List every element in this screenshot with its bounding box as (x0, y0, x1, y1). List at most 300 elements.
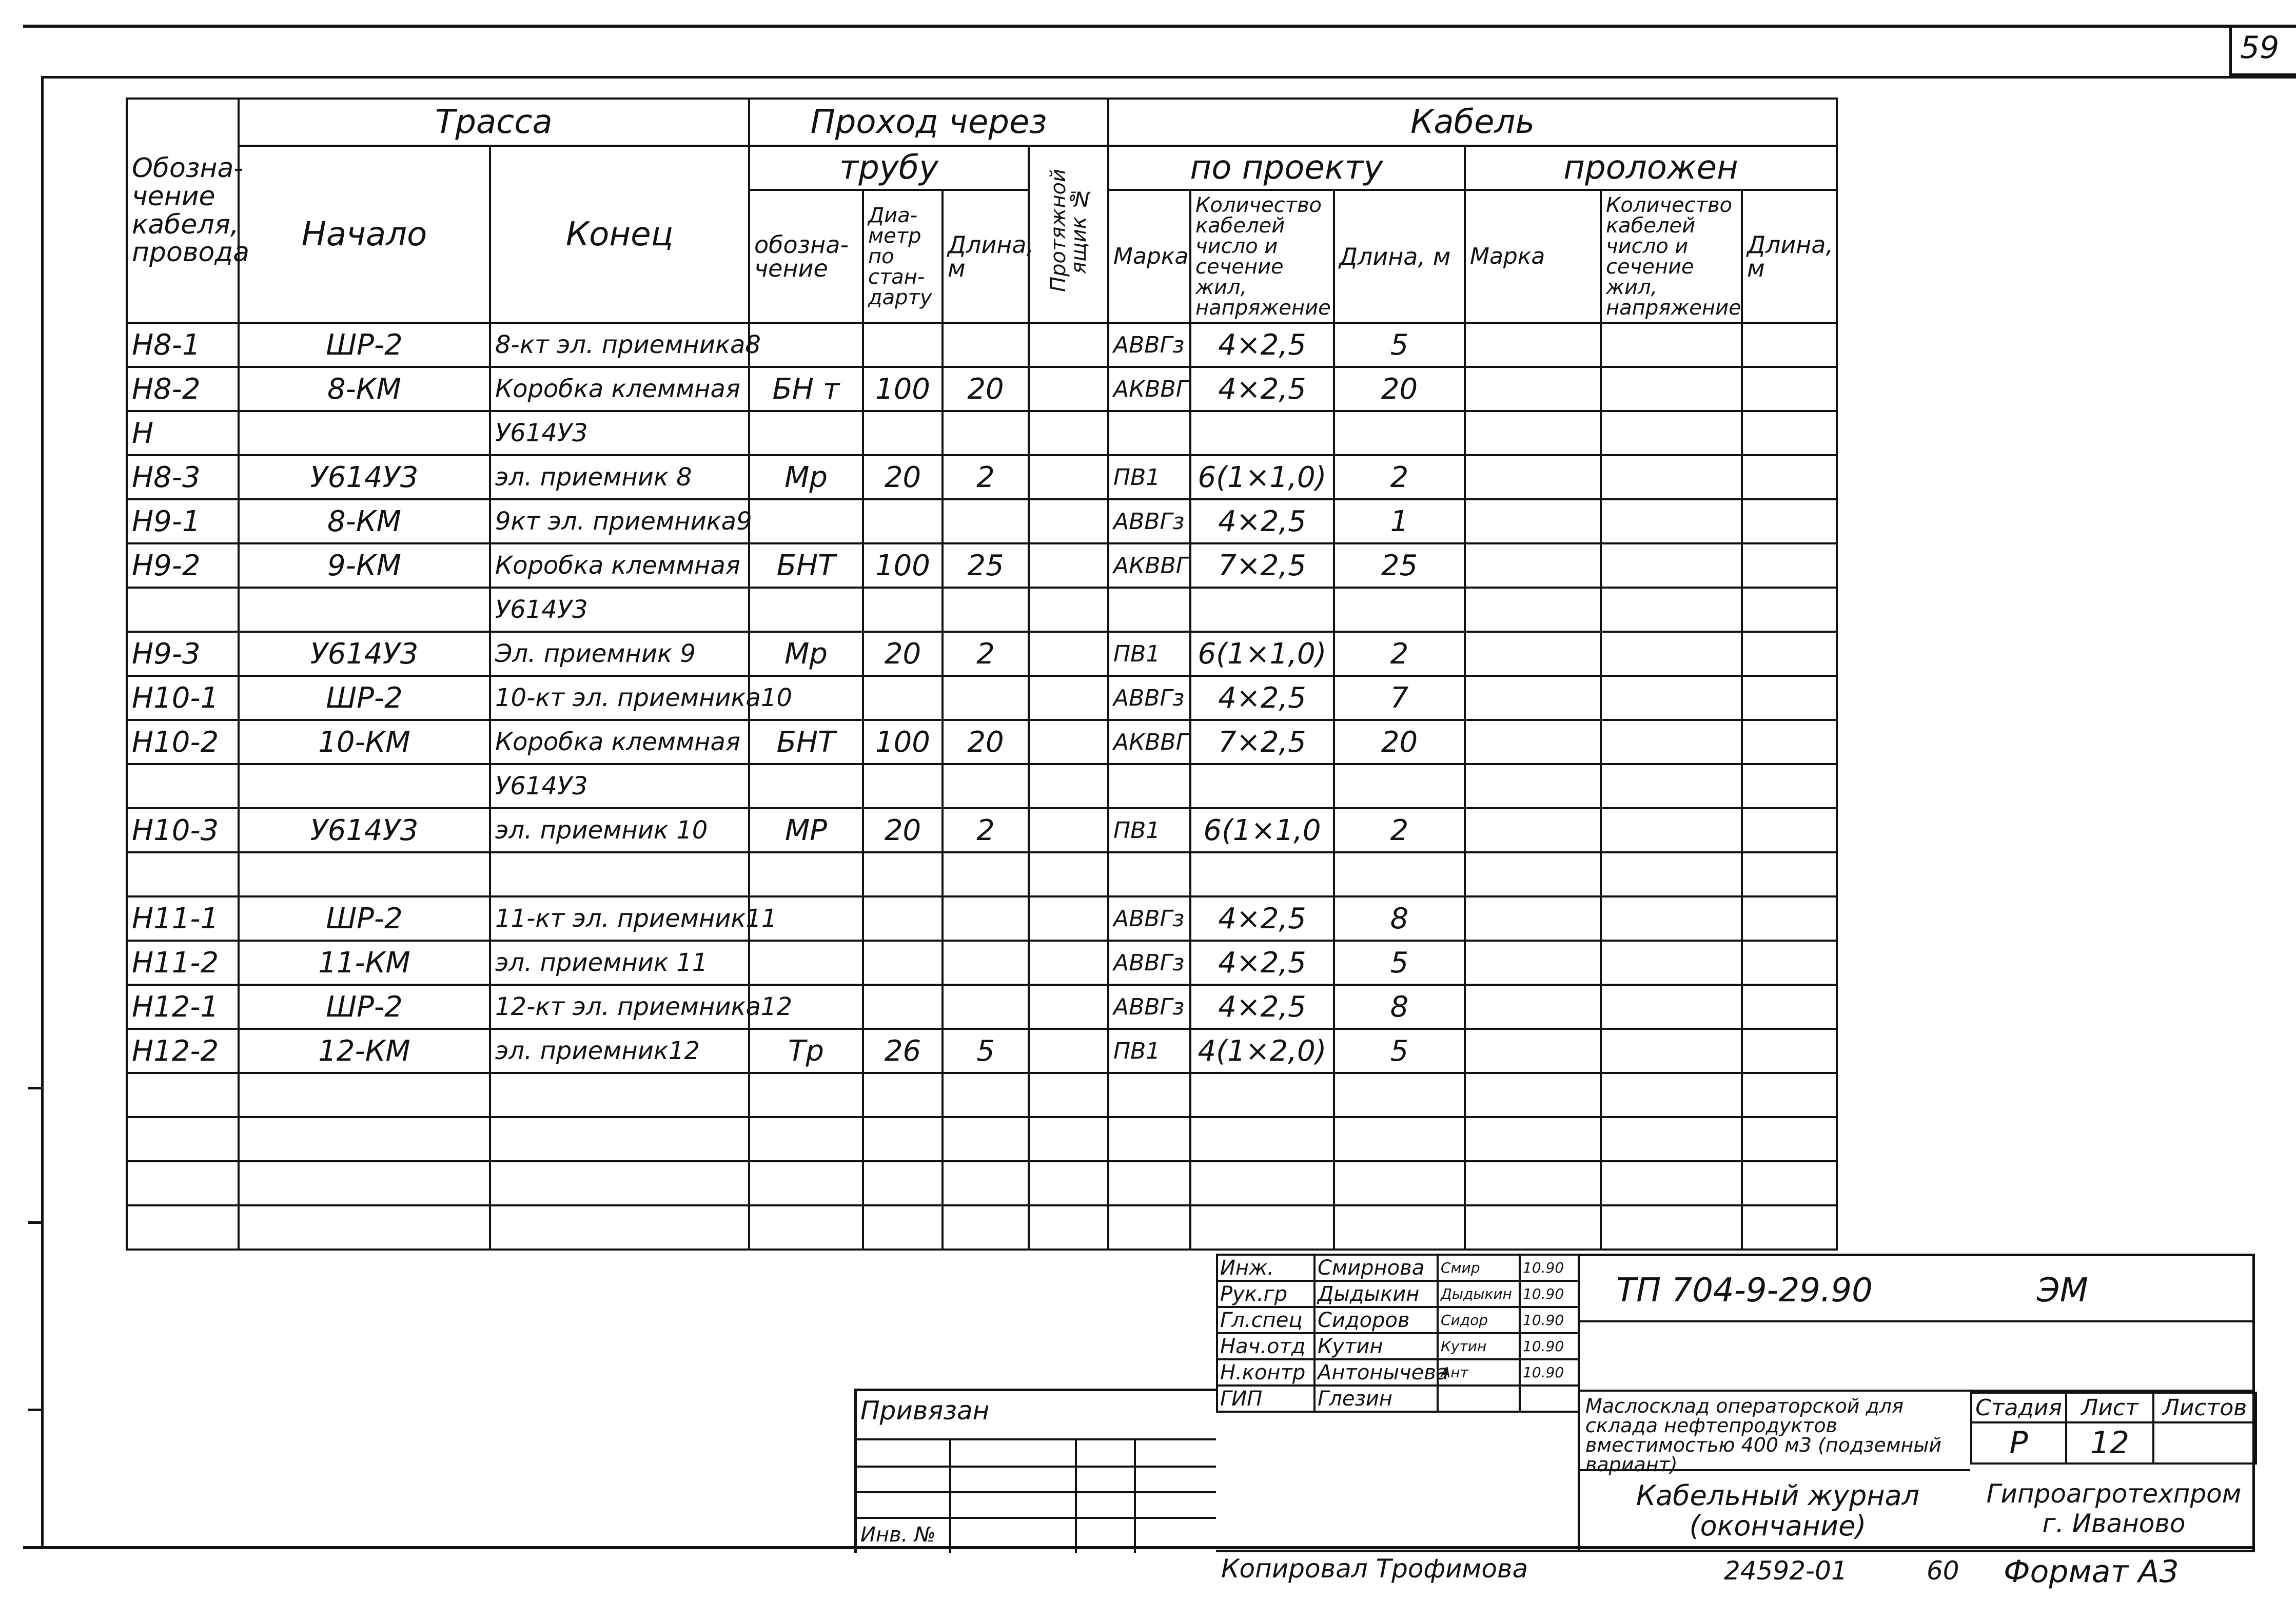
cell-laid-count (1601, 764, 1742, 808)
cell-designation (127, 764, 239, 808)
tb-line (1578, 1320, 2255, 1322)
cell-length (1334, 411, 1465, 455)
cell-laid-count (1601, 1205, 1742, 1250)
cell-count (1190, 1073, 1334, 1117)
cell-pull-box (1029, 632, 1108, 676)
signature-date: 10.90 (1520, 1255, 1579, 1281)
cell-pipe: Тр (749, 1029, 863, 1073)
signature-date: 10.90 (1520, 1359, 1579, 1386)
top-border-line (23, 25, 2296, 28)
cell-start: У614У3 (239, 808, 490, 852)
cell-brand (1108, 1161, 1190, 1205)
cell-end: 8-кт эл. приемника8 (490, 323, 749, 367)
signature-role: Нач.отд (1217, 1333, 1314, 1359)
cell-length: 2 (1334, 632, 1465, 676)
cell-end: Коробка клеммная (490, 367, 749, 411)
cell-laid-count (1601, 720, 1742, 764)
cell-pipe-length: 5 (943, 1029, 1029, 1073)
table-row (127, 323, 1837, 367)
header-cable: Кабель (1108, 99, 1837, 146)
header-designation: Обозна-чение кабеля, провода (127, 99, 239, 323)
cell-length (1334, 1205, 1465, 1250)
cell-end: 9кт эл. приемника9 (490, 499, 749, 543)
cell-pipe: Мр (749, 455, 863, 499)
signature-row (1217, 1359, 1579, 1386)
sheet-number: 59 (2229, 25, 2296, 76)
cell-start: У614У3 (239, 455, 490, 499)
cell-laid-count (1601, 1073, 1742, 1117)
cell-pipe-length: 25 (943, 543, 1029, 588)
cell-laid-count (1601, 1029, 1742, 1073)
cell-end: Эл. приемник 9 (490, 632, 749, 676)
cell-count: 4(1×2,0) (1190, 1029, 1334, 1073)
stamp-line (854, 1491, 1216, 1493)
cell-designation: Н12-2 (127, 1029, 239, 1073)
cell-start: 9-КМ (239, 543, 490, 588)
cell-diameter (863, 764, 943, 808)
cell-count: 7×2,5 (1190, 543, 1334, 588)
cell-length: 5 (1334, 941, 1465, 985)
cell-end: У614У3 (490, 588, 749, 632)
cell-length: 2 (1334, 455, 1465, 499)
cell-laid-length (1742, 632, 1837, 676)
cell-laid-length (1742, 1029, 1837, 1073)
cell-count: 6(1×1,0 (1190, 808, 1334, 852)
cell-laid-brand (1465, 1073, 1601, 1117)
cell-end (490, 852, 749, 896)
cell-pipe (749, 1161, 863, 1205)
cell-length: 20 (1334, 720, 1465, 764)
cell-laid-brand (1465, 852, 1601, 896)
signature-role: Инж. (1217, 1255, 1314, 1281)
cell-laid-count (1601, 499, 1742, 543)
table-row (127, 764, 1837, 808)
table-row (127, 1205, 1837, 1250)
cell-laid-count (1601, 367, 1742, 411)
cell-laid-length (1742, 588, 1837, 632)
signature-row (1217, 1255, 1579, 1281)
cell-laid-brand (1465, 455, 1601, 499)
doc-type: ЭМ (2037, 1272, 2088, 1310)
cell-brand: АВВГз (1108, 941, 1190, 985)
cell-laid-brand (1465, 588, 1601, 632)
cell-laid-length (1742, 676, 1837, 720)
cell-length (1334, 588, 1465, 632)
cell-brand: АВВГз (1108, 499, 1190, 543)
cell-count: 7×2,5 (1190, 720, 1334, 764)
table-row (127, 676, 1837, 720)
cell-length: 8 (1334, 985, 1465, 1029)
cell-designation: Н11-1 (127, 896, 239, 941)
cell-designation: Н10-1 (127, 676, 239, 720)
cell-laid-length (1742, 985, 1837, 1029)
cell-end: 12-кт эл. приемника12 (490, 985, 749, 1029)
frame-top-line (41, 76, 2296, 79)
table-row (127, 985, 1837, 1029)
cell-length: 7 (1334, 676, 1465, 720)
cell-end (490, 1073, 749, 1117)
cell-count (1190, 764, 1334, 808)
cell-laid-brand (1465, 411, 1601, 455)
stage-label: Стадия (1971, 1393, 2066, 1422)
cell-pipe (749, 1117, 863, 1161)
cell-designation: Н9-3 (127, 632, 239, 676)
cell-pipe-length (943, 985, 1029, 1029)
cell-diameter (863, 1073, 943, 1117)
header-pull-box-label: Протяжной ящик № (1046, 168, 1091, 292)
cell-length (1334, 1161, 1465, 1205)
cell-laid-brand (1465, 764, 1601, 808)
cell-pipe: Мр (749, 632, 863, 676)
cell-start: 10-КМ (239, 720, 490, 764)
binding-stamp (854, 1389, 1578, 1553)
cell-designation: Н9-1 (127, 499, 239, 543)
cell-brand: АКВВГ (1108, 543, 1190, 588)
cell-diameter (863, 323, 943, 367)
cell-diameter: 100 (863, 543, 943, 588)
cell-pipe (749, 588, 863, 632)
cell-diameter: 20 (863, 808, 943, 852)
signature-date: 10.90 (1520, 1307, 1579, 1333)
cell-length (1334, 1073, 1465, 1117)
cell-pipe: МР (749, 808, 863, 852)
cell-end: Коробка клеммная (490, 543, 749, 588)
cell-start (239, 1161, 490, 1205)
cell-start (239, 1205, 490, 1250)
stamp-line (1075, 1438, 1077, 1553)
cell-diameter (863, 1117, 943, 1161)
cell-pipe-length (943, 588, 1029, 632)
cell-brand: ПВ1 (1108, 808, 1190, 852)
cell-pipe (749, 411, 863, 455)
cell-laid-brand (1465, 1161, 1601, 1205)
cell-count: 6(1×1,0) (1190, 632, 1334, 676)
cell-designation: Н9-2 (127, 543, 239, 588)
cell-length: 25 (1334, 543, 1465, 588)
cell-laid-count (1601, 632, 1742, 676)
cell-end: эл. приемник 8 (490, 455, 749, 499)
table-row (127, 720, 1837, 764)
cell-pull-box (1029, 1205, 1108, 1250)
cell-laid-length (1742, 720, 1837, 764)
cell-brand: АВВГз (1108, 676, 1190, 720)
cell-start (239, 852, 490, 896)
cable-journal-table (126, 97, 1838, 1251)
cell-laid-length (1742, 367, 1837, 411)
cell-count (1190, 852, 1334, 896)
stamp-line (854, 1438, 1216, 1440)
table-row (127, 941, 1837, 985)
cell-pull-box (1029, 720, 1108, 764)
cell-brand (1108, 1205, 1190, 1250)
cell-length: 8 (1334, 896, 1465, 941)
table-row (127, 367, 1837, 411)
cell-pipe-length (943, 896, 1029, 941)
cell-laid-brand (1465, 499, 1601, 543)
cell-start (239, 1073, 490, 1117)
cell-count: 4×2,5 (1190, 676, 1334, 720)
cell-laid-brand (1465, 720, 1601, 764)
cell-brand: АКВВГ (1108, 367, 1190, 411)
project-name: Маслосклад операторской для склада нефтепродуктов вместимостью 400 м3 (подземный вариант) (1585, 1395, 1942, 1476)
cell-pipe (749, 941, 863, 985)
header-pipe-designation: обозна-чение (749, 190, 863, 323)
header-pull-box (1029, 146, 1108, 323)
cell-pipe-length: 2 (943, 632, 1029, 676)
cell-laid-count (1601, 455, 1742, 499)
cell-laid-length (1742, 764, 1837, 808)
cell-pipe (749, 1073, 863, 1117)
cell-count: 4×2,5 (1190, 499, 1334, 543)
cell-start: 8-КМ (239, 499, 490, 543)
cell-laid-brand (1465, 543, 1601, 588)
cell-pipe: БН т (749, 367, 863, 411)
table-row (127, 1073, 1837, 1117)
signature-row (1217, 1333, 1579, 1359)
cell-start: ШР-2 (239, 985, 490, 1029)
margin-tick (28, 1087, 44, 1089)
cell-designation (127, 1117, 239, 1161)
sheets-label: Листов (2153, 1393, 2256, 1422)
header-route-end: Конец (490, 146, 749, 323)
cell-diameter (863, 852, 943, 896)
cell-designation: Н10-2 (127, 720, 239, 764)
cell-pull-box (1029, 455, 1108, 499)
cell-pipe (749, 1205, 863, 1250)
cell-pull-box (1029, 588, 1108, 632)
cell-end: 11-кт эл. приемник11 (490, 896, 749, 941)
cell-pipe-length (943, 852, 1029, 896)
cell-pipe-length (943, 941, 1029, 985)
cell-laid-length (1742, 543, 1837, 588)
doc-code: ТП 704-9-29.90 (1616, 1272, 1873, 1310)
cell-pipe-length (943, 764, 1029, 808)
cell-brand (1108, 852, 1190, 896)
cell-pull-box (1029, 941, 1108, 985)
cell-laid-brand (1465, 323, 1601, 367)
cell-end (490, 1205, 749, 1250)
cell-pull-box (1029, 323, 1108, 367)
sheet-label: Лист (2066, 1393, 2153, 1422)
header-route-start: Начало (239, 146, 490, 323)
header-laid-brand: Марка (1465, 190, 1601, 323)
cell-pull-box (1029, 1161, 1108, 1205)
cell-laid-length (1742, 1117, 1837, 1161)
cell-diameter: 26 (863, 1029, 943, 1073)
cell-pipe-length: 2 (943, 455, 1029, 499)
cell-pipe: БНТ (749, 720, 863, 764)
cell-length: 1 (1334, 499, 1465, 543)
cell-pipe (749, 764, 863, 808)
cell-end: эл. приемник 11 (490, 941, 749, 985)
cell-laid-length (1742, 1073, 1837, 1117)
cell-designation: Н11-2 (127, 941, 239, 985)
cell-designation: Н12-1 (127, 985, 239, 1029)
cell-designation (127, 1073, 239, 1117)
cell-pipe-length (943, 1117, 1029, 1161)
stamp-line (854, 1466, 1216, 1468)
cell-brand: ПВ1 (1108, 1029, 1190, 1073)
cell-designation (127, 1161, 239, 1205)
order-number: 24592-01 (1724, 1556, 1848, 1586)
cell-designation: Н8-1 (127, 323, 239, 367)
cell-pipe (749, 323, 863, 367)
cell-pipe-length (943, 1073, 1029, 1117)
cell-pipe (749, 852, 863, 896)
signature-name: Сидоров (1314, 1307, 1438, 1333)
signature-name: Антонычева (1314, 1359, 1438, 1386)
header-laid-length: Длина, м (1742, 190, 1837, 323)
cell-laid-brand (1465, 1205, 1601, 1250)
cell-pipe-length (943, 411, 1029, 455)
signature-sign: Кутин (1438, 1333, 1520, 1359)
stamp-line (949, 1438, 951, 1553)
copied-by: Копировал Трофимова (1221, 1554, 1528, 1584)
cell-brand (1108, 411, 1190, 455)
cell-count: 6(1×1,0) (1190, 455, 1334, 499)
cell-diameter (863, 941, 943, 985)
cell-brand: ПВ1 (1108, 455, 1190, 499)
cell-brand: АВВГз (1108, 896, 1190, 941)
format-label: Формат А3 (2004, 1554, 2179, 1590)
cell-start: ШР-2 (239, 676, 490, 720)
cell-diameter (863, 1205, 943, 1250)
cell-laid-count (1601, 808, 1742, 852)
cell-count: 4×2,5 (1190, 367, 1334, 411)
cell-laid-count (1601, 941, 1742, 985)
table-row (127, 499, 1837, 543)
cell-laid-count (1601, 985, 1742, 1029)
cell-pipe-length (943, 1161, 1029, 1205)
cell-diameter (863, 1161, 943, 1205)
signature-name: Дыдыкин (1314, 1281, 1438, 1307)
cell-laid-brand (1465, 896, 1601, 941)
header-pass-through: Проход через (749, 99, 1108, 146)
cell-brand: АВВГз (1108, 985, 1190, 1029)
cell-pull-box (1029, 896, 1108, 941)
frame-left-line (41, 76, 44, 1549)
cell-start (239, 411, 490, 455)
signature-sign: Дыдыкин (1438, 1281, 1520, 1307)
signature-date: 10.90 (1520, 1281, 1579, 1307)
margin-tick (28, 1409, 44, 1411)
signature-sign: Смир (1438, 1255, 1520, 1281)
cell-laid-count (1601, 1117, 1742, 1161)
cell-pull-box (1029, 1029, 1108, 1073)
table-row (127, 852, 1837, 896)
cell-length (1334, 764, 1465, 808)
sheet-title: Кабельный журнал (окончание) (1636, 1479, 1920, 1543)
header-laid-count: Количество кабелей число и сечение жил, напряжение (1601, 190, 1742, 323)
cell-laid-length (1742, 1205, 1837, 1250)
signature-sign: Ант (1438, 1359, 1520, 1386)
cell-pull-box (1029, 499, 1108, 543)
cell-count (1190, 1161, 1334, 1205)
cell-laid-length (1742, 896, 1837, 941)
page-number: 60 (1927, 1556, 1959, 1586)
cell-pipe-length (943, 323, 1029, 367)
cell-end (490, 1161, 749, 1205)
cell-pipe: БНТ (749, 543, 863, 588)
cell-pull-box (1029, 852, 1108, 896)
cell-pipe (749, 499, 863, 543)
bound-label: Привязан (860, 1396, 990, 1426)
cell-end: эл. приемник 10 (490, 808, 749, 852)
cell-designation: Н8-2 (127, 367, 239, 411)
cell-laid-brand (1465, 367, 1601, 411)
cell-count: 4×2,5 (1190, 941, 1334, 985)
stage-table (1970, 1392, 2257, 1465)
cell-length (1334, 852, 1465, 896)
header-laid: проложен (1465, 146, 1837, 190)
signature-role: Н.контр (1217, 1359, 1314, 1386)
cell-laid-brand (1465, 632, 1601, 676)
cell-pipe-length (943, 1205, 1029, 1250)
cell-length: 2 (1334, 808, 1465, 852)
cell-designation (127, 588, 239, 632)
cell-brand (1108, 764, 1190, 808)
table-row (127, 411, 1837, 455)
cell-laid-count (1601, 411, 1742, 455)
cell-diameter (863, 896, 943, 941)
signature-row (1217, 1307, 1579, 1333)
cell-count (1190, 411, 1334, 455)
cell-designation: Н (127, 411, 239, 455)
signature-name: Кутин (1314, 1333, 1438, 1359)
cell-diameter: 100 (863, 367, 943, 411)
cell-laid-count (1601, 676, 1742, 720)
cell-end: Коробка клеммная (490, 720, 749, 764)
cell-laid-length (1742, 323, 1837, 367)
sheets-value (2153, 1422, 2256, 1464)
cell-laid-count (1601, 896, 1742, 941)
cell-start: ШР-2 (239, 323, 490, 367)
cell-pipe-length: 20 (943, 367, 1029, 411)
header-by-project: по проекту (1108, 146, 1465, 190)
cell-end: эл. приемник12 (490, 1029, 749, 1073)
tb-line (1578, 1254, 2255, 1256)
signature-role: Гл.спец (1217, 1307, 1314, 1333)
cell-diameter (863, 676, 943, 720)
cell-length: 20 (1334, 367, 1465, 411)
cell-brand: ПВ1 (1108, 632, 1190, 676)
cell-designation: Н8-3 (127, 455, 239, 499)
cell-diameter (863, 985, 943, 1029)
cell-designation (127, 1205, 239, 1250)
table-row (127, 1029, 1837, 1073)
cell-pull-box (1029, 676, 1108, 720)
cell-laid-brand (1465, 1029, 1601, 1073)
cell-laid-count (1601, 543, 1742, 588)
signature-role: Рук.гр (1217, 1281, 1314, 1307)
cell-laid-brand (1465, 1117, 1601, 1161)
cell-start (239, 1117, 490, 1161)
cell-pull-box (1029, 1073, 1108, 1117)
cell-diameter (863, 411, 943, 455)
cell-start: 11-КМ (239, 941, 490, 985)
cell-pull-box (1029, 411, 1108, 455)
signature-date: 10.90 (1520, 1333, 1579, 1359)
cell-count: 4×2,5 (1190, 896, 1334, 941)
cell-count (1190, 1117, 1334, 1161)
cell-start (239, 764, 490, 808)
stamp-line (854, 1517, 1216, 1519)
cell-laid-length (1742, 455, 1837, 499)
cell-count (1190, 1205, 1334, 1250)
cell-laid-length (1742, 941, 1837, 985)
cell-start: ШР-2 (239, 896, 490, 941)
header-pipe: трубу (749, 146, 1029, 190)
